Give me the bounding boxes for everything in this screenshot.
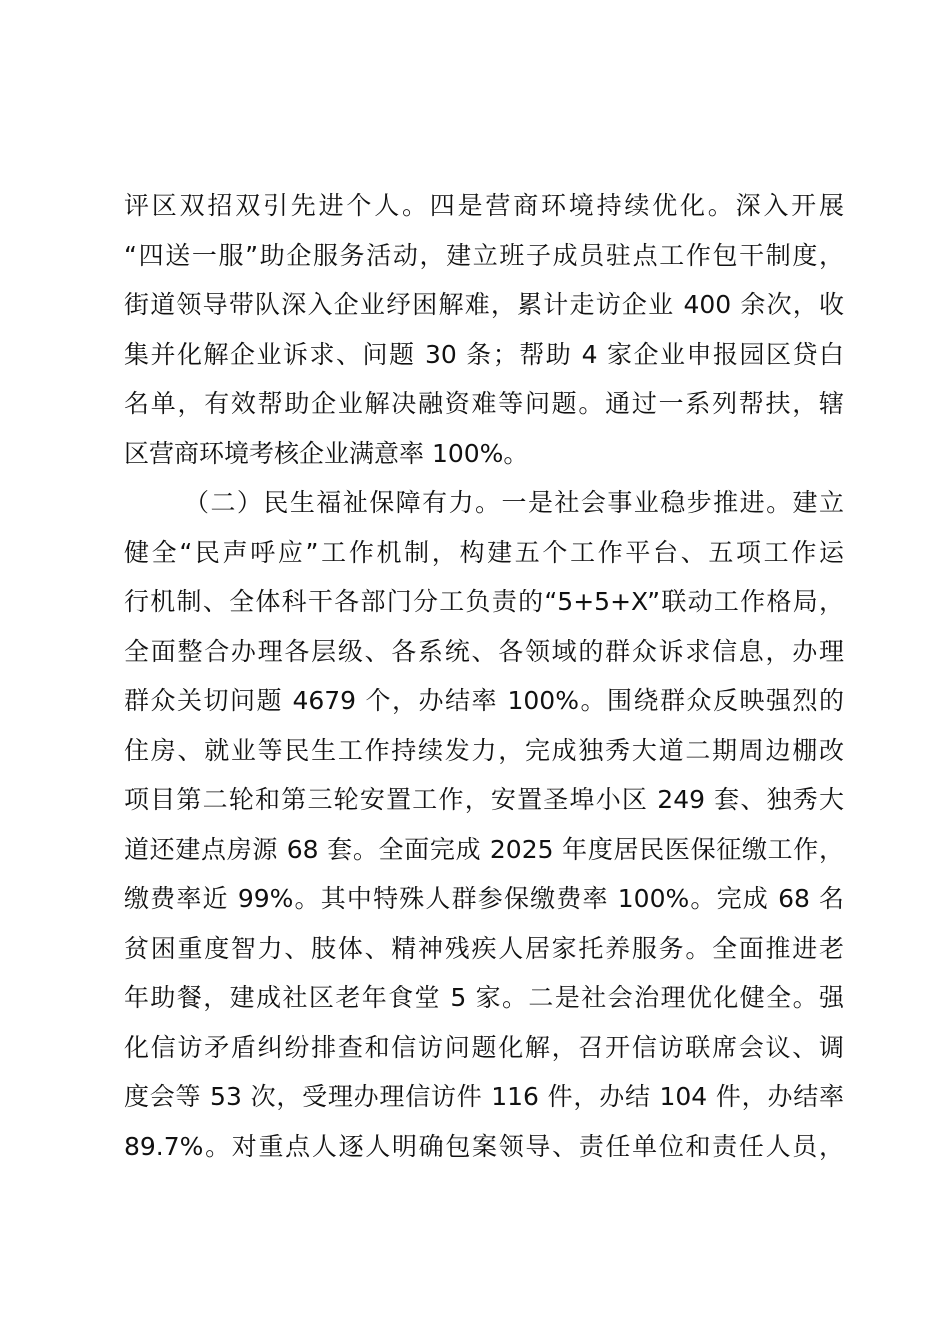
body-text [124,181,844,1171]
text-line-1: 评区双招双引先进个人。四是营商环境持续优化。深入开展 [124,191,844,220]
text-line-11: 群众关切问题 4679 个，办结率 100%。围绕群众反映强烈的 [124,686,844,715]
text-line-8: 健全“民声呼应”工作机制，构建五个工作平台、五项工作运 [124,537,844,567]
text-line-20: 89.7%。对重点人逐人明确包案领导、责任单位和责任人员， [124,1131,844,1161]
text-line-15: 缴费率近 99%。其中特殊人群参保缴费率 100%。完成 68 名 [124,884,844,913]
text-line-17: 年助餐，建成社区老年食堂 5 家。二是社会治理优化健全。强 [124,983,844,1012]
text-line-9: 行机制、全体科干各部门分工负责的“5+5+X”联动工作格局， [124,587,844,616]
text-line-18: 化信访矛盾纠纷排查和信访问题化解，召开信访联席会议、调 [124,1032,844,1062]
text-line-3: 街道领导带队深入企业纾困解难，累计走访企业 400 余次，收 [124,290,844,319]
text-line-16: 贫困重度智力、肢体、精神残疾人居家托养服务。全面推进老 [124,933,844,963]
text-line-10: 全面整合办理各层级、各系统、各领域的群众诉求信息，办理 [124,636,844,666]
text-line-2: “四送一服”助企服务活动，建立班子成员驻点工作包干制度， [124,240,844,270]
text-line-12: 住房、就业等民生工作持续发力，完成独秀大道二期周边棚改 [124,735,844,765]
text-line-13: 项目第二轮和第三轮安置工作，安置圣埠小区 249 套、独秀大 [124,785,844,814]
paragraph-heading-line: （二）民生福祉保障有力。一是社会事业稳步推进。建立 [184,488,844,517]
text-line-5: 名单，有效帮助企业解决融资难等问题。通过一系列帮扶，辖 [124,389,844,418]
text-line-6: 区营商环境考核企业满意率 100%。 [124,438,529,468]
text-line-4: 集并化解企业诉求、问题 30 条；帮助 4 家企业申报园区贷白 [124,339,844,369]
text-line-14: 道还建点房源 68 套。全面完成 2025 年度居民医保征缴工作， [124,834,844,864]
text-line-19: 度会等 53 次，受理办理信访件 116 件，办结 104 件，办结率 [124,1082,844,1111]
